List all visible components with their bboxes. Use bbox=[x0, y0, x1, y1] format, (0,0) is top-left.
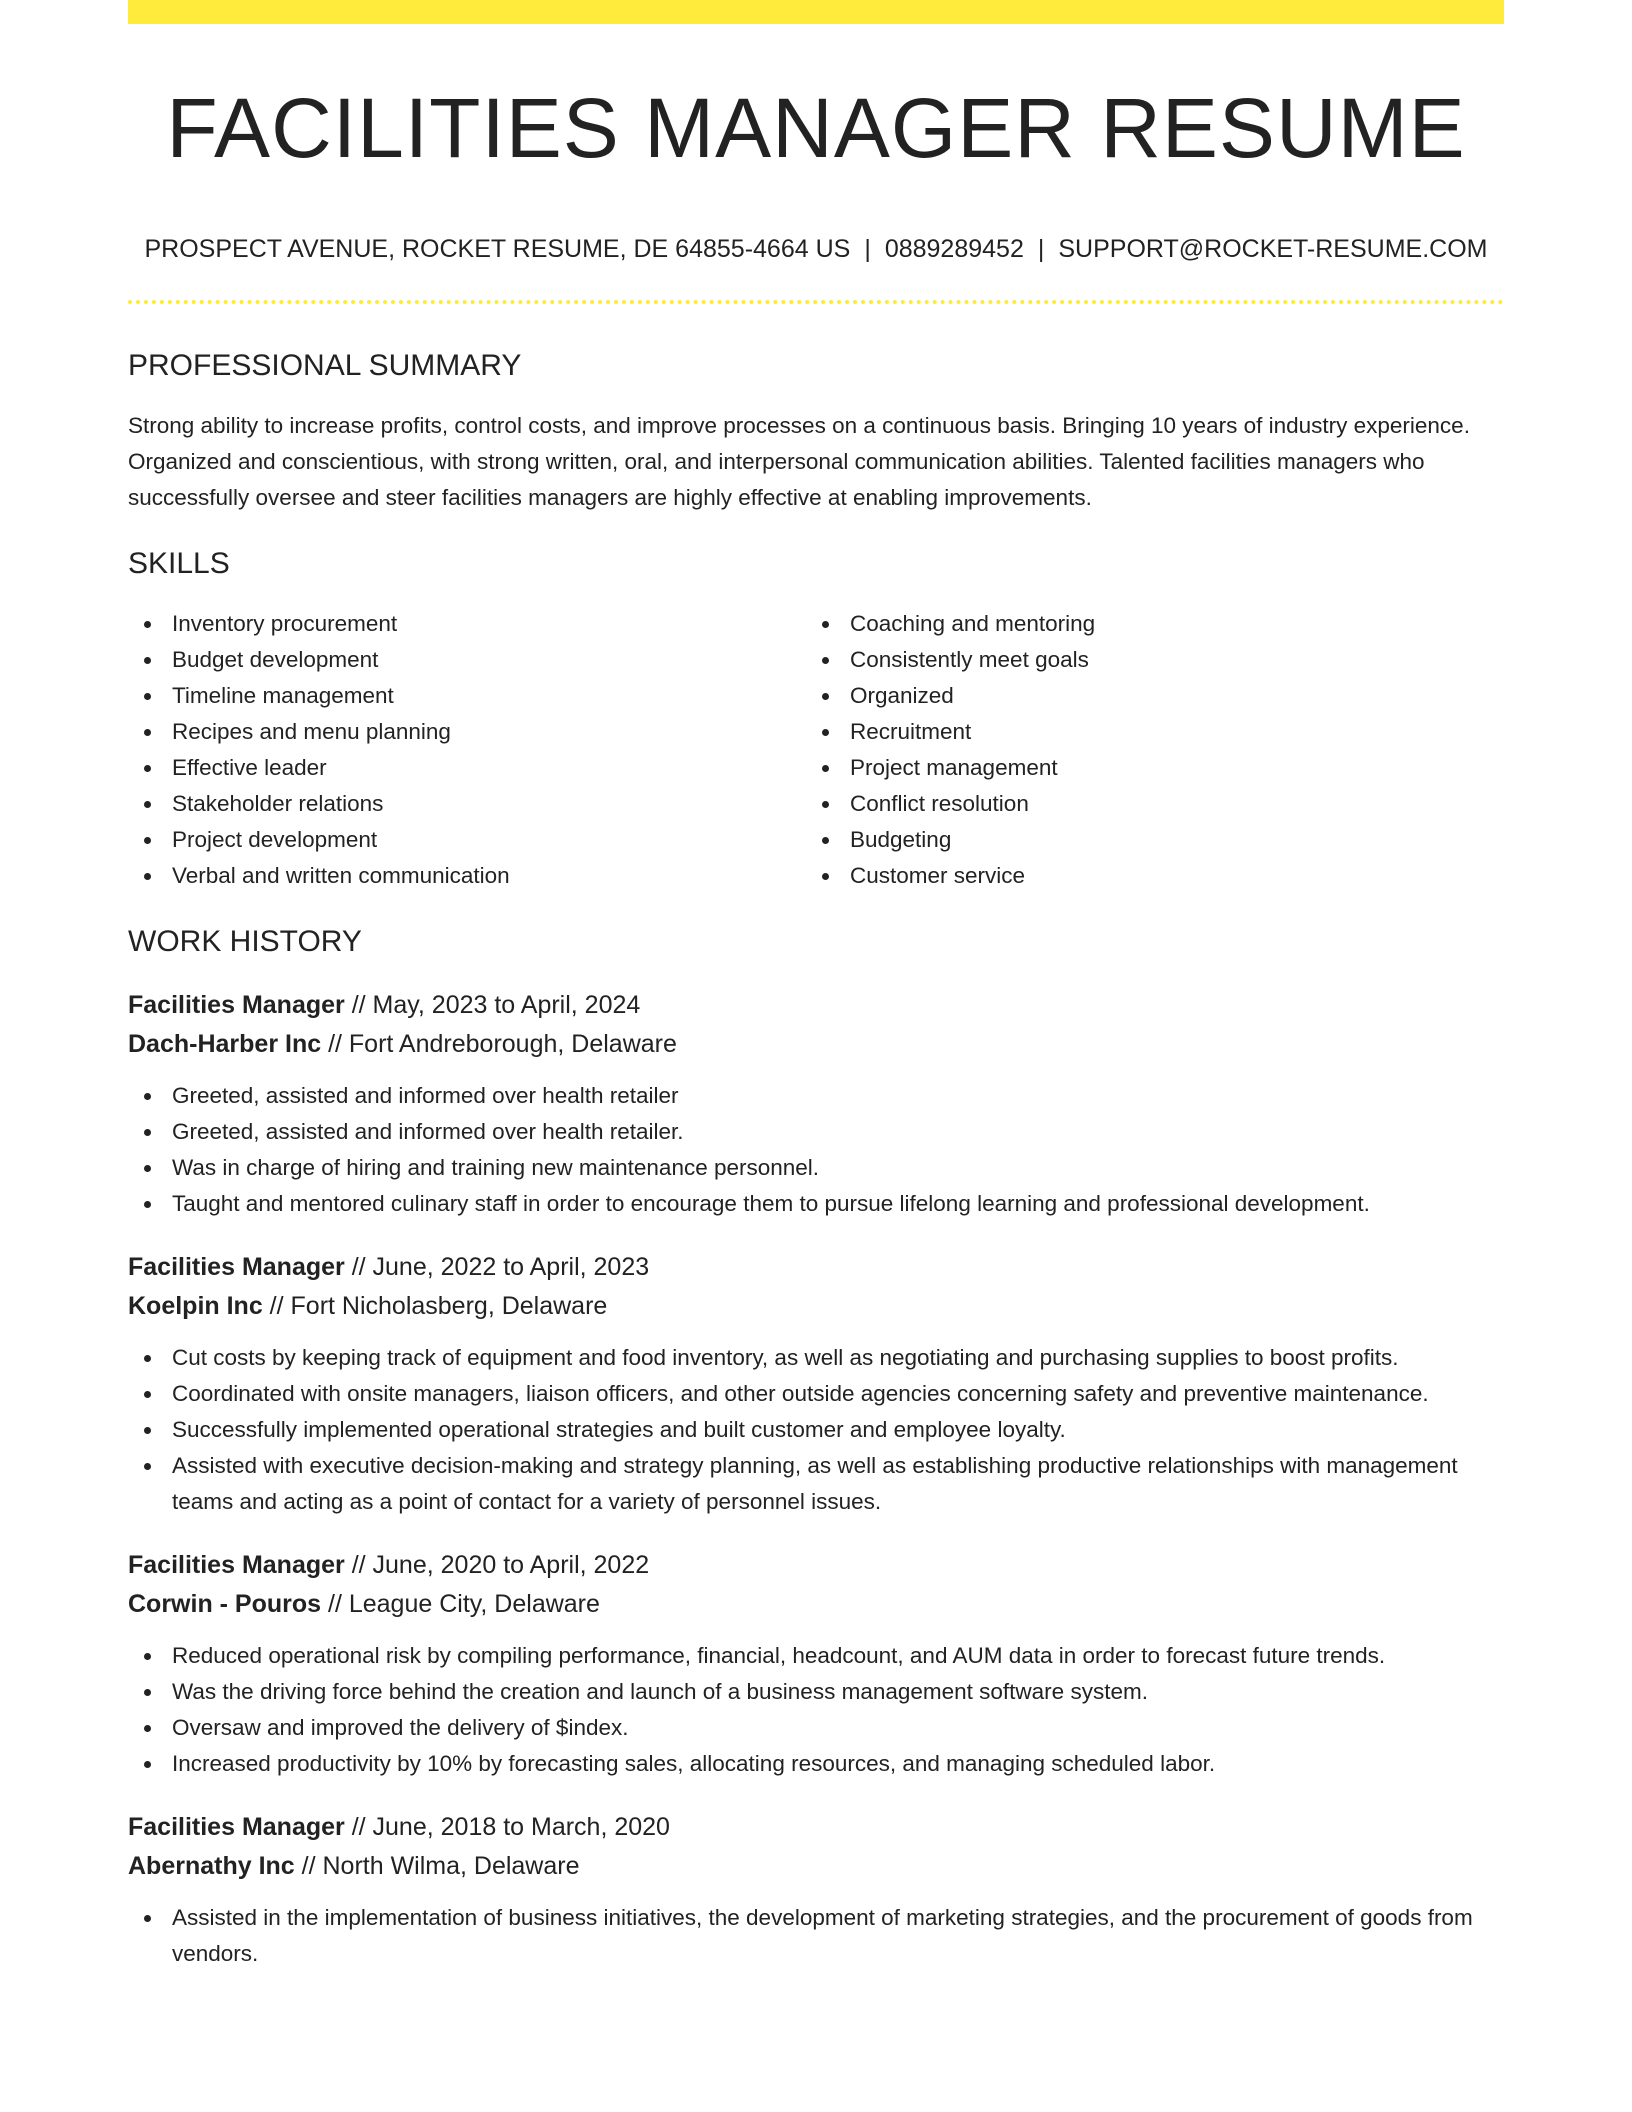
skill-item: Project management bbox=[806, 750, 1484, 786]
job-company-line bbox=[128, 1025, 1504, 1064]
skill-item: Timeline management bbox=[128, 678, 806, 714]
job-bullet: Cut costs by keeping track of equipment and food inventory, as well as negotiating and purchasing supplies to boost profits. bbox=[128, 1340, 1504, 1376]
job-entry bbox=[128, 1546, 1504, 1782]
skill-item: Effective leader bbox=[128, 750, 806, 786]
job-title-line bbox=[128, 1546, 1504, 1585]
skill-item: Recipes and menu planning bbox=[128, 714, 806, 750]
job-location: // League City, Delaware bbox=[321, 1590, 600, 1618]
job-bullets bbox=[128, 1078, 1504, 1222]
job-bullet: Greeted, assisted and informed over health retailer. bbox=[128, 1114, 1504, 1150]
skill-item: Customer service bbox=[806, 858, 1484, 894]
contact-email: SUPPORT@ROCKET-RESUME.COM bbox=[1058, 235, 1488, 263]
skill-item: Budget development bbox=[128, 642, 806, 678]
job-bullet: Taught and mentored culinary staff in order to encourage them to pursue lifelong learning and professional development. bbox=[128, 1186, 1504, 1222]
job-company: Koelpin Inc bbox=[128, 1292, 263, 1320]
job-dates: // May, 2023 to April, 2024 bbox=[344, 991, 641, 1019]
skill-item: Inventory procurement bbox=[128, 606, 806, 642]
job-bullet: Coordinated with onsite managers, liaison officers, and other outside agencies concerning safety and preventive maintenance. bbox=[128, 1376, 1504, 1412]
job-entry bbox=[128, 986, 1504, 1222]
job-title-line bbox=[128, 1808, 1504, 1847]
job-bullet: Successfully implemented operational strategies and built customer and employee loyalty. bbox=[128, 1412, 1504, 1448]
job-bullet: Greeted, assisted and informed over health retailer bbox=[128, 1078, 1504, 1114]
contact-address: PROSPECT AVENUE, ROCKET RESUME, DE 64855-4664 US bbox=[144, 235, 851, 263]
resume-page bbox=[128, 0, 1504, 1972]
skills-heading: SKILLS bbox=[128, 547, 230, 580]
job-entry bbox=[128, 1808, 1504, 1972]
job-location: // Fort Nicholasberg, Delaware bbox=[262, 1292, 608, 1320]
job-title-line bbox=[128, 1248, 1504, 1287]
job-bullet: Assisted in the implementation of business initiatives, the development of marketing strategies, and the procurement of goods from vendors. bbox=[128, 1900, 1504, 1972]
skills-column-right bbox=[806, 606, 1484, 894]
job-title: Facilities Manager bbox=[128, 1253, 345, 1281]
contact-separator: | bbox=[864, 235, 871, 263]
work-history-heading: WORK HISTORY bbox=[128, 925, 362, 958]
accent-bar bbox=[128, 0, 1504, 24]
job-bullet: Oversaw and improved the delivery of $index. bbox=[128, 1710, 1504, 1746]
job-bullet: Assisted with executive decision-making and strategy planning, as well as establishing productive relationships with management teams and acting as a point of contact for a variety of personnel issues. bbox=[128, 1448, 1504, 1520]
job-dates: // June, 2022 to April, 2023 bbox=[344, 1253, 650, 1281]
job-company: Abernathy Inc bbox=[128, 1852, 295, 1880]
contact-separator: | bbox=[1037, 235, 1045, 263]
dotted-divider bbox=[128, 300, 1504, 304]
job-dates: // June, 2018 to March, 2020 bbox=[344, 1813, 670, 1841]
job-bullets bbox=[128, 1340, 1504, 1520]
job-company: Corwin - Pouros bbox=[128, 1590, 322, 1618]
job-location: // North Wilma, Delaware bbox=[294, 1852, 580, 1880]
job-company: Dach-Harber Inc bbox=[128, 1030, 322, 1058]
job-title: Facilities Manager bbox=[128, 1551, 345, 1579]
skill-item: Coaching and mentoring bbox=[806, 606, 1484, 642]
job-entry bbox=[128, 1248, 1504, 1520]
job-bullet: Was in charge of hiring and training new maintenance personnel. bbox=[128, 1150, 1504, 1186]
contact-line bbox=[128, 234, 1504, 264]
job-bullet: Was the driving force behind the creation and launch of a business management software system. bbox=[128, 1674, 1504, 1710]
job-bullet: Reduced operational risk by compiling performance, financial, headcount, and AUM data in order to forecast future trends. bbox=[128, 1638, 1504, 1674]
page-title: FACILITIES MANAGER RESUME bbox=[166, 81, 1466, 175]
job-bullet: Increased productivity by 10% by forecasting sales, allocating resources, and managing scheduled labor. bbox=[128, 1746, 1504, 1782]
job-bullets bbox=[128, 1638, 1504, 1782]
job-title: Facilities Manager bbox=[128, 1813, 345, 1841]
skill-item: Consistently meet goals bbox=[806, 642, 1484, 678]
skill-item: Project development bbox=[128, 822, 806, 858]
job-company-line bbox=[128, 1585, 1504, 1624]
job-company-line bbox=[128, 1847, 1504, 1886]
job-title-line bbox=[128, 986, 1504, 1025]
summary-heading: PROFESSIONAL SUMMARY bbox=[128, 349, 522, 382]
skill-item: Budgeting bbox=[806, 822, 1484, 858]
skills-list bbox=[128, 606, 1504, 894]
summary-text: Strong ability to increase profits, control costs, and improve processes on a continuous basis. Bringing 10 years of industry experience. Organized and conscientious, with strong written, oral, and interpersonal communication abilities. Talented facilities managers who successfully oversee and steer facilities managers are highly effective at enabling improvements. bbox=[128, 413, 1470, 510]
job-bullets bbox=[128, 1900, 1504, 1972]
job-dates: // June, 2020 to April, 2022 bbox=[344, 1551, 650, 1579]
skill-item: Recruitment bbox=[806, 714, 1484, 750]
job-location: // Fort Andreborough, Delaware bbox=[321, 1030, 677, 1058]
skill-item: Stakeholder relations bbox=[128, 786, 806, 822]
contact-phone: 0889289452 bbox=[884, 235, 1024, 263]
job-title: Facilities Manager bbox=[128, 991, 345, 1019]
skills-column-left bbox=[128, 606, 806, 894]
skill-item: Verbal and written communication bbox=[128, 858, 806, 894]
job-company-line bbox=[128, 1287, 1504, 1326]
skill-item: Organized bbox=[806, 678, 1484, 714]
skill-item: Conflict resolution bbox=[806, 786, 1484, 822]
